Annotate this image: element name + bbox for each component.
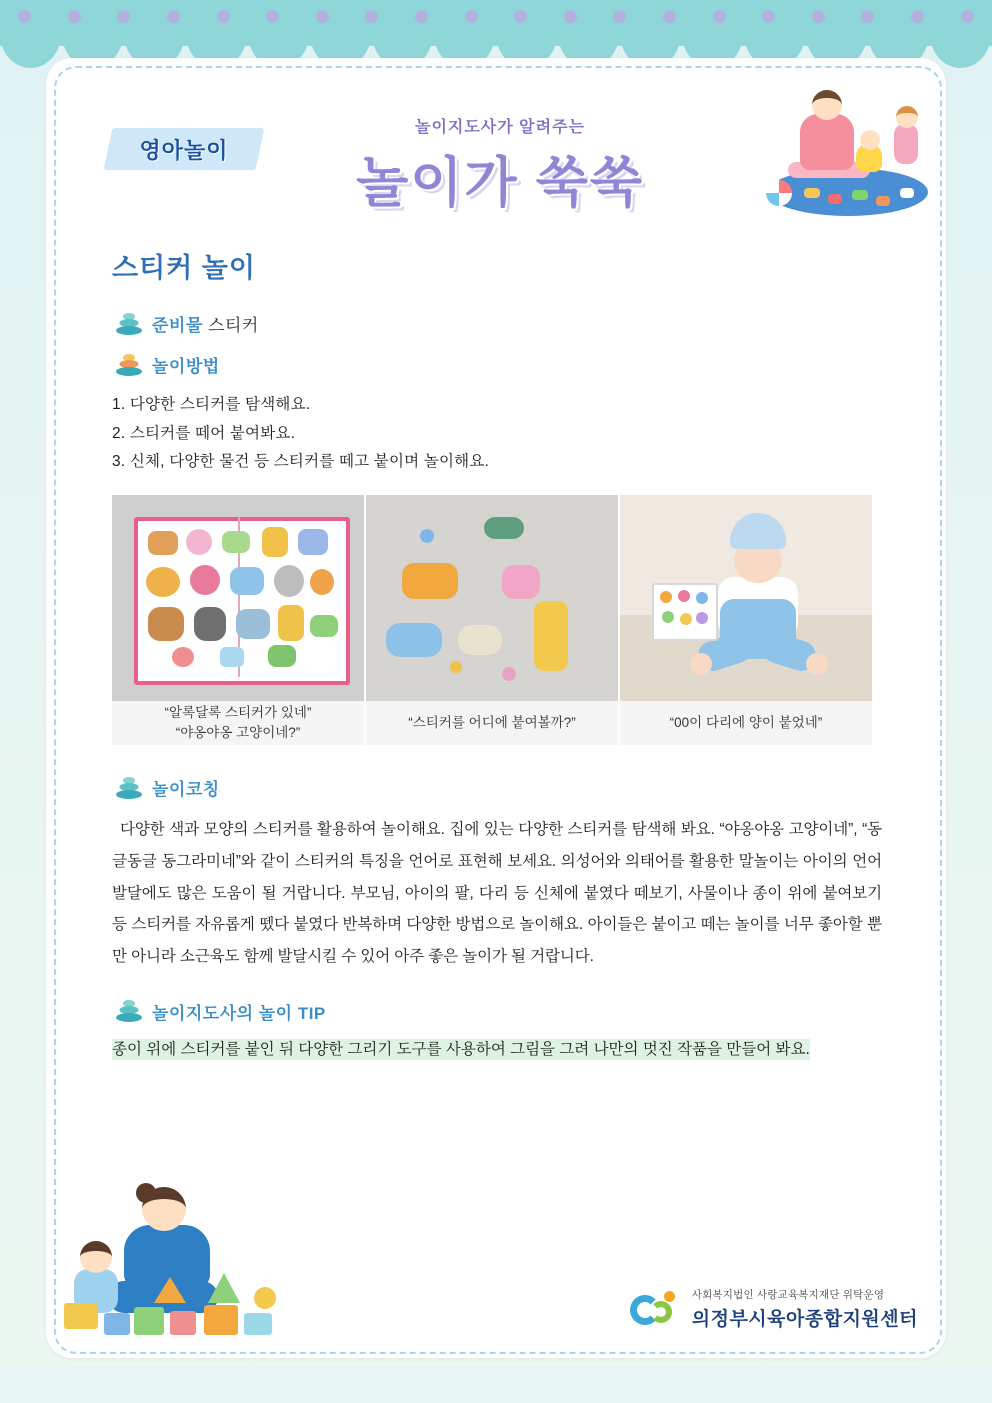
method-section-header xyxy=(116,352,882,377)
coaching-label: 놀이코칭 xyxy=(152,780,220,800)
family-playing-illustration xyxy=(760,84,940,224)
photo-strip xyxy=(112,495,882,745)
photo-caption xyxy=(112,701,364,745)
tree-icon xyxy=(116,776,142,800)
tip-text: 종이 위에 스티커를 붙인 뒤 다양한 그리기 도구를 사용하여 그림을 그려 나만의 멋진 작품을 만들어 봐요. xyxy=(112,1040,810,1058)
tip-section xyxy=(112,999,882,1065)
photo-caption-line1: “스티커를 어디에 붙여볼까?” xyxy=(408,714,576,730)
organization-name: 의정부시육아종합지원센터 xyxy=(691,1309,918,1330)
baby-with-sticker-photo xyxy=(620,495,872,701)
header-title: 놀이가 쑥쑥 xyxy=(356,153,644,213)
tip-text-wrap xyxy=(112,1034,882,1065)
list-item: 3. 신체, 다양한 물건 등 스티커를 떼고 붙이며 놀이해요. xyxy=(112,453,490,471)
coaching-text: 다양한 색과 모양의 스티커를 활용하여 놀이해요. 집에 있는 다양한 스티커를 탐색해 봐요. “야옹야옹 고양이네”, “동글동글 동그라미네”와 같이 스티커의 특징을 언어로 표현해 보세요. 의성어와 의태어를 활용한 말놀이는 아이의 언어발달에도 많은 도움이 될 거랍니다. 부모님, 아이의 팔, 다리 등 신체에 붙였다 떼보기, 사물이나 종이 위에 붙여보기 등 스티커를 자유롭게 뗐다 붙였다 반복하며 다양한 방법으로 놀이해요. 아이들은 붙이고 떼는 놀이를 너무 좋아할 뿐만 아니라 소근육도 함께 발달시킬 수 있어 아주 좋은 놀이가 될 거랍니다. xyxy=(112,821,882,966)
stickers-on-table-photo xyxy=(366,495,618,701)
tree-icon xyxy=(116,353,142,377)
organization-logo xyxy=(630,1287,918,1331)
header-subtitle: 놀이지도사가 알려주는 xyxy=(414,119,585,136)
baby-with-sticker-photo-card xyxy=(620,495,872,745)
sticker-book-photo xyxy=(112,495,364,701)
organization-text xyxy=(692,1287,918,1331)
method-step-list xyxy=(112,391,882,477)
category-badge-label: 영아놀이 xyxy=(139,137,229,163)
tree-icon xyxy=(116,312,142,336)
stickers-on-table-photo-card xyxy=(366,495,618,745)
main-content xyxy=(112,246,882,1080)
photo-caption-line1: “알록달록 스티커가 있네” xyxy=(164,704,312,720)
coaching-section xyxy=(112,775,882,973)
organization-subtext: 사회복지법인 사랑교육복지재단 위탁운영 xyxy=(691,1289,885,1301)
photo-caption xyxy=(620,701,872,745)
uijeongbu-center-logo-icon xyxy=(630,1289,682,1329)
tip-label: 놀이지도사의 놀이 TIP xyxy=(152,1003,326,1023)
materials-label-text: 준비물 xyxy=(152,316,203,335)
coaching-section-header xyxy=(116,775,882,800)
sticker-book-photo-card xyxy=(112,495,364,745)
photo-caption xyxy=(366,701,618,745)
top-dot-row xyxy=(0,8,992,24)
bottom-band xyxy=(0,1367,992,1403)
mom-and-child-blocks-illustration xyxy=(58,1181,358,1351)
materials-value: 스티커 xyxy=(208,316,259,335)
list-item: 1. 다양한 스티커를 탐색해요. xyxy=(112,396,311,413)
photo-caption-line2: “야옹야옹 고양이네?” xyxy=(175,725,301,741)
photo-caption-line1: “00이 다리에 양이 붙었네” xyxy=(669,714,823,730)
materials-label xyxy=(152,311,259,336)
tree-icon xyxy=(116,999,142,1023)
method-label: 놀이방법 xyxy=(152,357,220,376)
list-item: 2. 스티커를 떼어 붙여봐요. xyxy=(112,424,296,442)
materials-section-header xyxy=(116,311,882,336)
tip-section-header xyxy=(116,999,882,1024)
page-title: 스티커 놀이 xyxy=(112,253,256,283)
